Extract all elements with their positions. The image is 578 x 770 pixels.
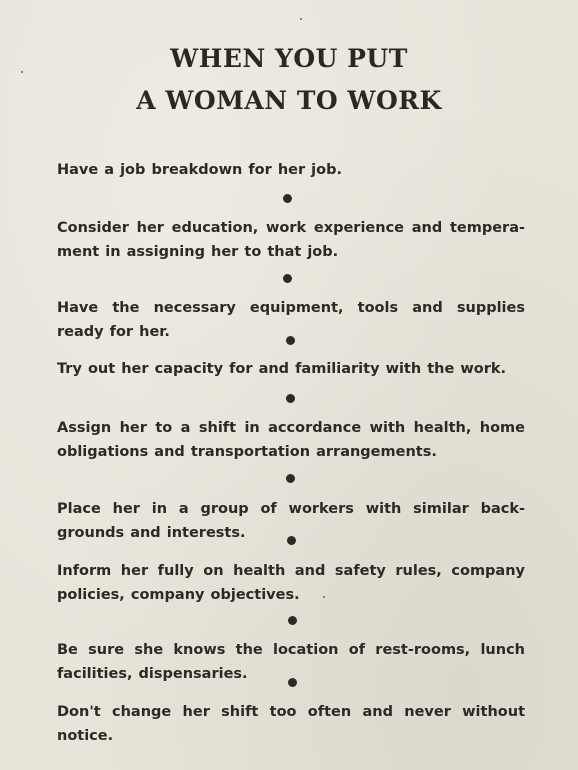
- guideline-item-9: Don't change her shift too often and never without notice.: [57, 704, 525, 744]
- guideline-item-1: Have a job breakdown for her job.: [57, 162, 342, 178]
- guideline-item-2: Consider her education, work experience and tempera-ment in assigning her to that job.: [57, 220, 525, 260]
- paper-speck: [323, 596, 325, 598]
- bullet-dot: [288, 678, 297, 687]
- guideline-item-4: Try out her capacity for and familiarity with the work.: [57, 361, 507, 377]
- bullet-dot: [288, 616, 297, 625]
- guideline-item-8: Be sure she knows the location of rest-rooms, lunch facilities, dispensaries.: [57, 642, 525, 682]
- guideline-item-7: Inform her fully on health and safety rules, company policies, company objectives.: [57, 563, 525, 603]
- bullet-dot: [286, 474, 295, 483]
- title-line-2: A WOMAN TO WORK: [136, 86, 442, 115]
- bullet-dot: [283, 274, 292, 283]
- bullet-dot: [286, 336, 295, 345]
- paper-speck: [300, 18, 302, 20]
- bullet-dot: [286, 394, 295, 403]
- guideline-item-3: Have the necessary equipment, tools and supplies ready for her.: [57, 300, 525, 340]
- title-line-1: WHEN YOU PUT: [170, 44, 408, 73]
- bullet-dot: [287, 536, 296, 545]
- bullet-dot: [283, 194, 292, 203]
- guideline-item-6: Place her in a group of workers with similar back-grounds and interests.: [57, 501, 525, 541]
- guideline-item-5: Assign her to a shift in accordance with health, home obligations and transportation arrangements.: [57, 420, 525, 460]
- paper-speck: [21, 71, 23, 73]
